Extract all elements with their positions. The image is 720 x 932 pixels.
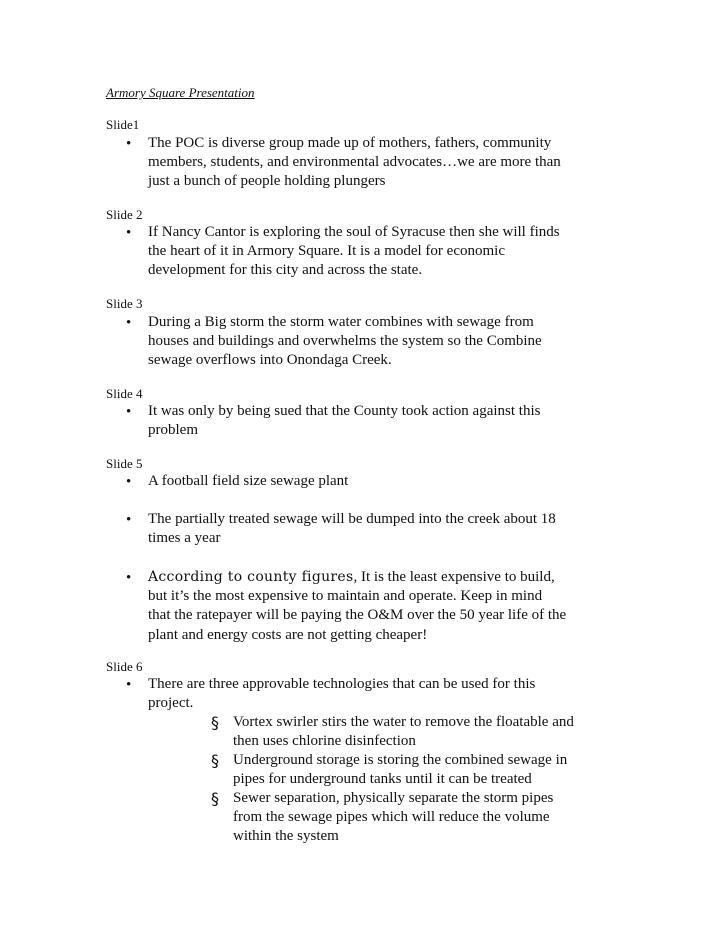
text-line: development for this city and across the state. [148,262,423,279]
text-line: problem [148,422,198,439]
section-sign-marker: § [211,789,219,808]
text-line: project. [148,695,194,712]
text-line: During a Big storm the storm water combines with sewage from [148,314,534,330]
text-fragment: , It is the least expensive to build, [353,569,555,585]
bullet-marker: • [126,404,132,420]
text-line: A football field size sewage plant [148,473,349,489]
section-sign-marker: § [211,751,219,770]
text-line: Vortex swirler stirs the water to remove the floatable and [233,714,574,730]
slide-label: Slide 4 [106,386,143,401]
document-title: Armory Square Presentation [106,85,255,100]
bullet-marker: • [126,136,132,152]
bullet-marker: • [126,474,132,490]
bullet-marker: • [126,512,132,528]
slide-label: Slide 2 [106,207,143,222]
bullet-marker: • [126,225,132,241]
text-line: pipes for underground tanks until it can be treated [233,771,532,787]
slide-label: Slide1 [106,117,140,132]
bullet-text [148,510,618,548]
emphasis-text: According to county figures [148,569,354,585]
text-line: It was only by being sued that the County took action against this [148,403,541,419]
text-line: then uses chlorine disinfection [233,733,416,749]
bullet-text [148,568,618,645]
sub-bullet-text [233,789,623,846]
text-line: The partially treated sewage will be dumped into the creek about 18 [148,511,556,527]
bullet-marker: • [126,677,132,693]
text-line: from the sewage pipes which will reduce the volume [233,809,550,825]
bullet-text [148,223,618,281]
sub-bullet-text [233,713,623,751]
sub-bullet-text [233,751,623,789]
text-line: plant and energy costs are not getting cheaper! [148,626,428,643]
text-line: times a year [148,530,221,547]
bullet-text [148,134,618,192]
text-line: members, students, and environmental advocates…we are more than [148,154,561,171]
bullet-text [148,313,618,371]
text-line: just a bunch of people holding plungers [148,173,386,190]
text-line: If Nancy Cantor is exploring the soul of Syracuse then she will finds [148,224,560,240]
bullet-text [148,675,618,713]
text-line: that the ratepayer will be paying the O&M over the 50 year life of the [148,607,567,624]
text-line: sewage overflows into Onondaga Creek. [148,352,392,369]
slide-label: Slide 3 [106,296,143,311]
slide-label: Slide 6 [106,659,143,674]
text-line: Sewer separation, physically separate the storm pipes [233,790,554,806]
text-line: The POC is diverse group made up of mothers, fathers, community [148,135,552,151]
bullet-text [148,472,618,491]
text-line: Underground storage is storing the combined sewage in [233,752,568,768]
text-line: There are three approvable technologies that can be used for this [148,676,536,692]
text-line: houses and buildings and overwhelms the system so the Combine [148,333,542,350]
slide-label: Slide 5 [106,456,143,471]
text-line: within the system [233,828,339,844]
section-sign-marker: § [211,713,219,732]
text-line: the heart of it in Armory Square. It is a model for economic [148,243,505,260]
text-line [148,568,618,587]
bullet-marker: • [126,315,132,331]
bullet-marker: • [126,570,132,586]
text-line: but it’s the most expensive to maintain and operate. Keep in mind [148,588,543,605]
bullet-text [148,402,618,440]
